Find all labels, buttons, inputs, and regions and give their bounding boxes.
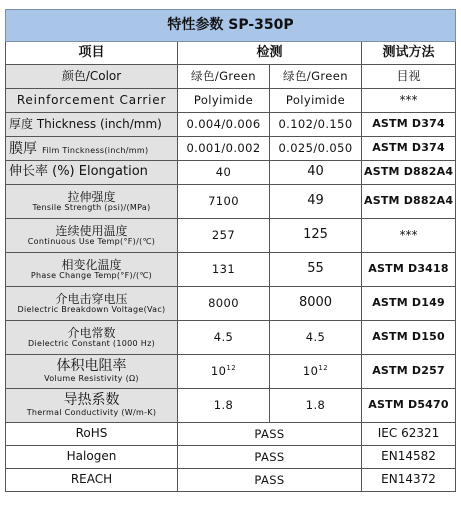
table-row [6,423,456,446]
row-label [6,253,178,287]
row-value-1: 0.004/0.006 [178,113,270,137]
row-value-1: Polyimide [178,89,270,113]
row-method: *** [362,219,456,253]
table-row [6,469,456,492]
header-test: 检测 [178,42,362,65]
row-label: REACH [6,469,178,492]
row-label-sub: Dielectric Breakdown Voltage(Vac) [17,304,166,314]
row-value: PASS [178,423,362,446]
spec-table [5,9,456,492]
row-value-1: 40 [178,161,270,185]
row-value-2: 0.025/0.050 [270,137,362,161]
row-method: ASTM D149 [362,287,456,321]
row-value-2: $10^{12}$ [270,355,362,389]
row-label [6,389,178,423]
row-value-2: 绿色/Green [270,65,362,89]
row-label-main: 介电常数 [67,325,116,340]
row-label: Halogen [6,446,178,469]
row-label-sub: Phase Change Temp(°F)/(℃) [30,270,153,280]
row-label-main: 导热系数 [63,392,120,409]
table-row [6,65,456,89]
table-row [6,253,456,287]
row-method: IEC 62321 [362,423,456,446]
row-method: EN14372 [362,469,456,492]
row-label [6,321,178,355]
table-row [6,89,456,113]
row-method: EN14582 [362,446,456,469]
row-method: ASTM D374 [362,137,456,161]
row-value-1: 7100 [178,185,270,219]
row-value-2: 49 [270,185,362,219]
row-value-1: 131 [178,253,270,287]
row-value-2: 0.102/0.150 [270,113,362,137]
row-label-sub: Dielectric Constant (1000 Hz) [27,338,155,348]
row-value-1: 0.001/0.002 [178,137,270,161]
table-row [6,355,456,389]
row-method: ASTM D882A4 [362,161,456,185]
table-row [6,321,456,355]
row-value-2: 40 [270,161,362,185]
row-label [6,185,178,219]
row-value-2: 55 [270,253,362,287]
row-label [6,287,178,321]
row-label-sub: Film Tinckness(inch/mm) [42,146,149,156]
row-value: PASS [178,446,362,469]
row-label-main: 膜厚 [9,141,37,158]
header-method: 测试方法 [362,42,456,65]
row-label [6,137,178,161]
table-row [6,389,456,423]
row-value-1: 4.5 [178,321,270,355]
row-value-1: 绿色/Green [178,65,270,89]
row-value-1: 1.8 [178,389,270,423]
row-method: ASTM D150 [362,321,456,355]
row-label: 伸长率 (%) Elongation [6,161,178,185]
row-value-1: 257 [178,219,270,253]
row-value: PASS [178,469,362,492]
table-row [6,287,456,321]
row-label: 颜色/Color [6,65,178,89]
row-label: RoHS [6,423,178,446]
row-label-main: 体积电阻率 [56,358,127,375]
row-value-1: 8000 [178,287,270,321]
header-item: 项目 [6,42,178,65]
row-label [6,355,178,389]
row-value-2: 1.8 [270,389,362,423]
row-method: ASTM D257 [362,355,456,389]
table-row [6,446,456,469]
row-method: ASTM D3418 [362,253,456,287]
row-method: ASTM D5470 [362,389,456,423]
table-row [6,219,456,253]
row-label-main: 介电击穿电压 [55,291,128,306]
table-title: 特性参数 SP-350P [6,10,456,42]
row-label-main: 拉伸强度 [67,189,116,204]
table-row [6,113,456,137]
row-label-sub: Tensile Strength (psi)/(MPa) [32,202,151,212]
row-method: ASTM D882A4 [362,185,456,219]
row-label-sub: Thermal Conductivity (W/m-K) [26,407,157,417]
row-method: 目视 [362,65,456,89]
row-value-2: 125 [270,219,362,253]
row-label-sub: Continuous Use Temp(°F)/(℃) [27,236,156,246]
row-method: ASTM D374 [362,113,456,137]
row-label [6,219,178,253]
row-value-1: $10^{12}$ [178,355,270,389]
row-label-main: 连续使用温度 [55,223,128,238]
table-row [6,161,456,185]
row-value-2: 8000 [270,287,362,321]
row-label-sub: Volume Resistivity (Ω) [44,373,139,383]
table-row [6,185,456,219]
table-row [6,137,456,161]
row-label: 厚度 Thickness (inch/mm) [6,113,178,137]
row-method: *** [362,89,456,113]
row-label-main: 相变化温度 [61,257,122,272]
row-value-2: Polyimide [270,89,362,113]
row-label: Reinforcement Carrier [6,89,178,113]
row-value-2: 4.5 [270,321,362,355]
